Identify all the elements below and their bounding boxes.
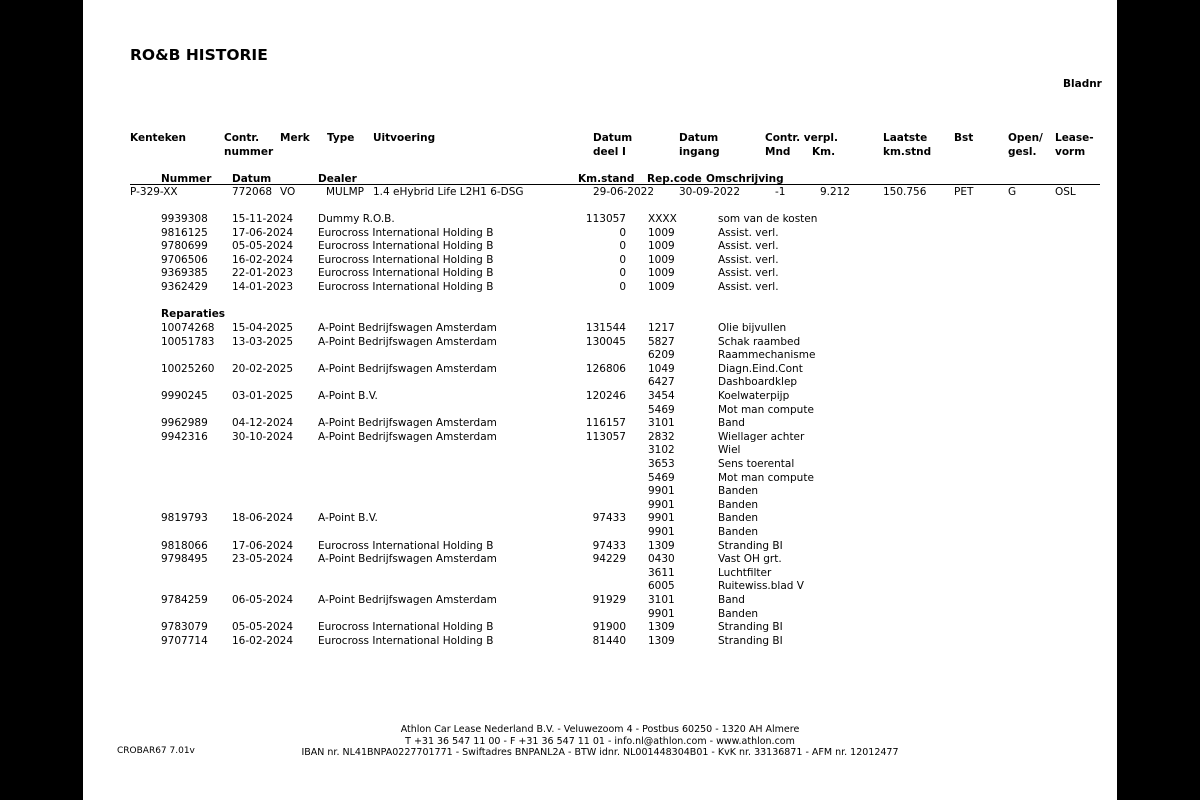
vehicle-merk: VO bbox=[280, 186, 296, 198]
reparaties-label: Reparaties bbox=[161, 308, 226, 320]
cell-omschrijving: Ruitewiss.blad V bbox=[718, 580, 804, 593]
cell-omschrijving: Banden bbox=[718, 512, 759, 525]
cell-datum: 14-01-2023 bbox=[232, 281, 294, 293]
hdr-open: Open/ bbox=[1008, 132, 1043, 144]
cell-omschrijving: Assist. verl. bbox=[718, 267, 779, 280]
cell-kmstand: 91900 bbox=[592, 621, 626, 634]
cell-dealer: Eurocross International Holding B bbox=[318, 226, 494, 239]
cell-repcode: 1309 bbox=[648, 634, 675, 647]
hdr-laatste: Laatste bbox=[883, 132, 928, 144]
vehicle-laatste-kmstand: 150.756 bbox=[883, 186, 927, 198]
cell-repcode: 2832 bbox=[648, 430, 675, 443]
hdr-type: Type bbox=[327, 132, 355, 144]
cell-nummer: 9990245 bbox=[161, 390, 208, 402]
hdr-datum-deel-2: deel I bbox=[593, 146, 626, 158]
hdr-datum-deel: Datum bbox=[593, 132, 633, 144]
cell-repcode: 9901 bbox=[648, 512, 675, 525]
cell-omschrijving: Stranding BI bbox=[718, 539, 783, 552]
cell-nummer: 9939308 bbox=[161, 213, 208, 225]
vehicle-contractnummer: 772068 bbox=[232, 186, 273, 198]
cell-omschrijving: Olie bijvullen bbox=[718, 322, 787, 334]
hdr-datum-ingang-2: ingang bbox=[679, 146, 720, 158]
cell-kmstand: 116157 bbox=[585, 417, 626, 430]
cell-repcode: 9901 bbox=[648, 607, 675, 620]
cell-nummer: 9942316 bbox=[161, 430, 208, 443]
cell-omschrijving: Banden bbox=[718, 498, 759, 511]
hdr-contr-verpl: Contr. verpl. bbox=[765, 132, 838, 144]
hdr-repcode: Rep.code bbox=[647, 173, 702, 185]
cell-datum: 18-06-2024 bbox=[232, 512, 294, 525]
vehicle-type: MULMP bbox=[326, 186, 364, 198]
vehicle-km: 9.212 bbox=[819, 186, 850, 198]
cell-omschrijving: Band bbox=[718, 594, 745, 606]
cell-repcode: 1309 bbox=[648, 539, 675, 552]
vehicle-uitvoering: 1.4 eHybrid Life L2H1 6-DSG bbox=[373, 186, 524, 198]
cell-repcode: 3101 bbox=[648, 417, 675, 430]
cell-repcode: 1309 bbox=[648, 621, 675, 634]
cell-omschrijving: Band bbox=[718, 417, 745, 430]
cell-repcode: 3653 bbox=[648, 458, 675, 470]
header-divider bbox=[130, 184, 1100, 185]
cell-omschrijving: Dashboardklep bbox=[718, 376, 798, 389]
cell-dealer: Eurocross International Holding B bbox=[318, 281, 494, 293]
cell-dealer: Eurocross International Holding B bbox=[318, 621, 494, 634]
cell-omschrijving: Banden bbox=[718, 607, 759, 620]
hdr-km: Km. bbox=[812, 146, 836, 158]
cell-datum: 06-05-2024 bbox=[232, 594, 294, 606]
cell-datum: 17-06-2024 bbox=[232, 226, 294, 239]
cell-kmstand: 0 bbox=[619, 253, 626, 266]
cell-nummer: 9818066 bbox=[161, 539, 208, 552]
footer-version: CROBAR67 7.01v bbox=[117, 746, 195, 756]
cell-omschrijving: Mot man compute bbox=[718, 403, 814, 416]
cell-datum: 13-03-2025 bbox=[232, 335, 294, 348]
hdr-lease: Lease- bbox=[1055, 132, 1094, 144]
cell-dealer: A-Point Bedrijfswagen Amsterdam bbox=[318, 322, 497, 334]
cell-datum: 04-12-2024 bbox=[232, 417, 294, 430]
cell-kmstand: 81440 bbox=[592, 634, 626, 647]
bladnr-label: Bladnr bbox=[1063, 78, 1102, 90]
footer-address: Athlon Car Lease Nederland B.V. - Veluwezoom 4 - Postbus 60250 - 1320 AH Almere bbox=[400, 724, 800, 735]
cell-dealer: Eurocross International Holding B bbox=[318, 267, 494, 280]
cell-omschrijving: Stranding BI bbox=[718, 621, 783, 634]
hdr-omschrijving: Omschrijving bbox=[706, 173, 784, 185]
cell-omschrijving: Wiellager achter bbox=[718, 430, 805, 443]
cell-dealer: A-Point Bedrijfswagen Amsterdam bbox=[318, 594, 497, 606]
cell-repcode: XXXX bbox=[648, 213, 677, 225]
cell-kmstand: 126806 bbox=[585, 362, 626, 375]
cell-repcode: 1009 bbox=[648, 226, 675, 239]
hdr-kmstand: Km.stand bbox=[578, 173, 635, 185]
cell-nummer: 9706506 bbox=[161, 253, 208, 266]
cell-omschrijving: Assist. verl. bbox=[718, 226, 779, 239]
hdr-kenteken: Kenteken bbox=[130, 132, 186, 144]
cell-omschrijving: Sens toerental bbox=[718, 458, 795, 470]
hdr-merk: Merk bbox=[280, 132, 310, 144]
hdr-dealer: Dealer bbox=[318, 173, 357, 185]
cell-omschrijving: Stranding BI bbox=[718, 634, 783, 647]
page-title: RO&B HISTORIE bbox=[130, 46, 268, 64]
hdr-contr-nummer: nummer bbox=[224, 146, 274, 158]
cell-repcode: 3101 bbox=[648, 594, 675, 606]
hdr-bst: Bst bbox=[954, 132, 974, 144]
hdr-contr: Contr. bbox=[224, 132, 260, 144]
cell-kmstand: 113057 bbox=[585, 213, 626, 225]
cell-dealer: Eurocross International Holding B bbox=[318, 539, 494, 552]
cell-datum: 30-10-2024 bbox=[232, 430, 294, 443]
cell-dealer: A-Point Bedrijfswagen Amsterdam bbox=[318, 417, 497, 430]
cell-kmstand: 130045 bbox=[585, 335, 626, 348]
vehicle-kenteken: P-329-XX bbox=[130, 186, 178, 198]
cell-repcode: 1009 bbox=[648, 281, 675, 293]
cell-nummer: 9783079 bbox=[161, 621, 208, 634]
hdr-mnd: Mnd bbox=[765, 146, 791, 158]
cell-nummer: 10051783 bbox=[161, 335, 215, 348]
cell-repcode: 5827 bbox=[648, 335, 675, 348]
cell-omschrijving: Mot man compute bbox=[718, 471, 814, 484]
cell-repcode: 5469 bbox=[648, 403, 675, 416]
footer-bank: IBAN nr. NL41BNPA0227701771 - Swiftadres BNPANL2A - BTW idnr. NL001448304B01 - KvK nr. 33136871 - AFM nr. 12012477 bbox=[301, 747, 899, 758]
cell-nummer: 9784259 bbox=[161, 594, 208, 606]
cell-repcode: 6209 bbox=[648, 349, 675, 362]
cell-repcode: 1009 bbox=[648, 240, 675, 253]
cell-datum: 03-01-2025 bbox=[232, 390, 294, 402]
cell-omschrijving: Assist. verl. bbox=[718, 281, 779, 293]
cell-datum: 16-02-2024 bbox=[232, 634, 294, 647]
cell-repcode: 1009 bbox=[648, 253, 675, 266]
cell-nummer: 10025260 bbox=[161, 362, 215, 375]
cell-nummer: 9819793 bbox=[161, 512, 208, 525]
cell-kmstand: 0 bbox=[619, 281, 626, 293]
cell-repcode: 9901 bbox=[648, 485, 675, 498]
cell-datum: 16-02-2024 bbox=[232, 253, 294, 266]
cell-omschrijving: Wiel bbox=[718, 444, 741, 457]
cell-repcode: 9901 bbox=[648, 526, 675, 538]
cell-nummer: 9369385 bbox=[161, 267, 208, 280]
cell-datum: 20-02-2025 bbox=[232, 362, 294, 375]
cell-repcode: 0430 bbox=[648, 553, 675, 566]
vehicle-leasevorm: OSL bbox=[1055, 186, 1076, 198]
cell-omschrijving: Banden bbox=[718, 526, 759, 538]
vehicle-open-gesl: G bbox=[1008, 186, 1017, 198]
cell-datum: 17-06-2024 bbox=[232, 539, 294, 552]
hdr-datum: Datum bbox=[232, 173, 272, 185]
vehicle-datum-deel: 29-06-2022 bbox=[593, 186, 655, 198]
hdr-laatste-2: km.stnd bbox=[883, 146, 932, 158]
cell-kmstand: 0 bbox=[619, 226, 626, 239]
cell-nummer: 9798495 bbox=[161, 553, 208, 566]
cell-datum: 05-05-2024 bbox=[232, 240, 294, 253]
cell-kmstand: 120246 bbox=[585, 390, 626, 402]
cell-nummer: 9707714 bbox=[161, 634, 208, 647]
cell-repcode: 1049 bbox=[648, 362, 675, 375]
cell-repcode: 9901 bbox=[648, 498, 675, 511]
cell-datum: 15-11-2024 bbox=[232, 213, 294, 225]
vehicle-bst: PET bbox=[954, 186, 974, 198]
cell-omschrijving: Vast OH grt. bbox=[718, 553, 782, 566]
cell-repcode: 3611 bbox=[648, 566, 675, 579]
cell-nummer: 10074268 bbox=[161, 322, 215, 334]
cell-dealer: A-Point Bedrijfswagen Amsterdam bbox=[318, 362, 497, 375]
cell-kmstand: 0 bbox=[619, 267, 626, 280]
vehicle-mnd: -1 bbox=[775, 186, 786, 198]
cell-dealer: A-Point Bedrijfswagen Amsterdam bbox=[318, 430, 497, 443]
cell-repcode: 6427 bbox=[648, 376, 675, 389]
cell-repcode: 6005 bbox=[648, 580, 675, 593]
cell-kmstand: 113057 bbox=[585, 430, 626, 443]
cell-datum: 22-01-2023 bbox=[232, 267, 294, 280]
cell-kmstand: 0 bbox=[619, 240, 626, 253]
cell-nummer: 9962989 bbox=[161, 417, 208, 430]
cell-datum: 15-04-2025 bbox=[232, 322, 294, 334]
cell-omschrijving: som van de kosten bbox=[718, 213, 818, 225]
cell-dealer: A-Point Bedrijfswagen Amsterdam bbox=[318, 335, 497, 348]
vehicle-datum-ingang: 30-09-2022 bbox=[679, 186, 741, 198]
cell-datum: 05-05-2024 bbox=[232, 621, 294, 634]
cell-repcode: 1217 bbox=[648, 322, 675, 334]
hdr-nummer: Nummer bbox=[161, 173, 212, 185]
cell-nummer: 9816125 bbox=[161, 226, 208, 239]
cell-nummer: 9362429 bbox=[161, 281, 208, 293]
cell-dealer: A-Point B.V. bbox=[318, 512, 378, 525]
cell-dealer: Eurocross International Holding B bbox=[318, 240, 494, 253]
cell-kmstand: 94229 bbox=[592, 553, 626, 566]
cell-omschrijving: Diagn.Eind.Cont bbox=[718, 362, 803, 375]
cell-kmstand: 97433 bbox=[592, 512, 626, 525]
hdr-open-2: gesl. bbox=[1008, 146, 1037, 158]
cell-nummer: 9780699 bbox=[161, 240, 208, 253]
cell-omschrijving: Koelwaterpijp bbox=[718, 390, 790, 402]
cell-dealer: Dummy R.O.B. bbox=[318, 213, 395, 225]
hdr-lease-2: vorm bbox=[1055, 146, 1086, 158]
cell-omschrijving: Banden bbox=[718, 485, 759, 498]
cell-kmstand: 91929 bbox=[592, 594, 626, 606]
hdr-datum-ingang: Datum bbox=[679, 132, 719, 144]
cell-kmstand: 97433 bbox=[592, 539, 626, 552]
cell-dealer: Eurocross International Holding B bbox=[318, 253, 494, 266]
cell-dealer: Eurocross International Holding B bbox=[318, 634, 494, 647]
hdr-uitvoering: Uitvoering bbox=[373, 132, 436, 144]
cell-omschrijving: Raammechanisme bbox=[718, 349, 816, 362]
cell-dealer: A-Point Bedrijfswagen Amsterdam bbox=[318, 553, 497, 566]
cell-datum: 23-05-2024 bbox=[232, 553, 294, 566]
cell-omschrijving: Assist. verl. bbox=[718, 253, 779, 266]
cell-repcode: 1009 bbox=[648, 267, 675, 280]
cell-kmstand: 131544 bbox=[585, 322, 626, 334]
cell-repcode: 5469 bbox=[648, 471, 675, 484]
cell-omschrijving: Luchtfilter bbox=[718, 566, 772, 579]
cell-dealer: A-Point B.V. bbox=[318, 390, 378, 402]
cell-repcode: 3102 bbox=[648, 444, 675, 457]
cell-repcode: 3454 bbox=[648, 390, 675, 402]
footer-contact: T +31 36 547 11 00 - F +31 36 547 11 01 - info.nl@athlon.com - www.athlon.com bbox=[405, 736, 795, 747]
cell-omschrijving: Assist. verl. bbox=[718, 240, 779, 253]
cell-omschrijving: Schak raambed bbox=[718, 335, 801, 348]
